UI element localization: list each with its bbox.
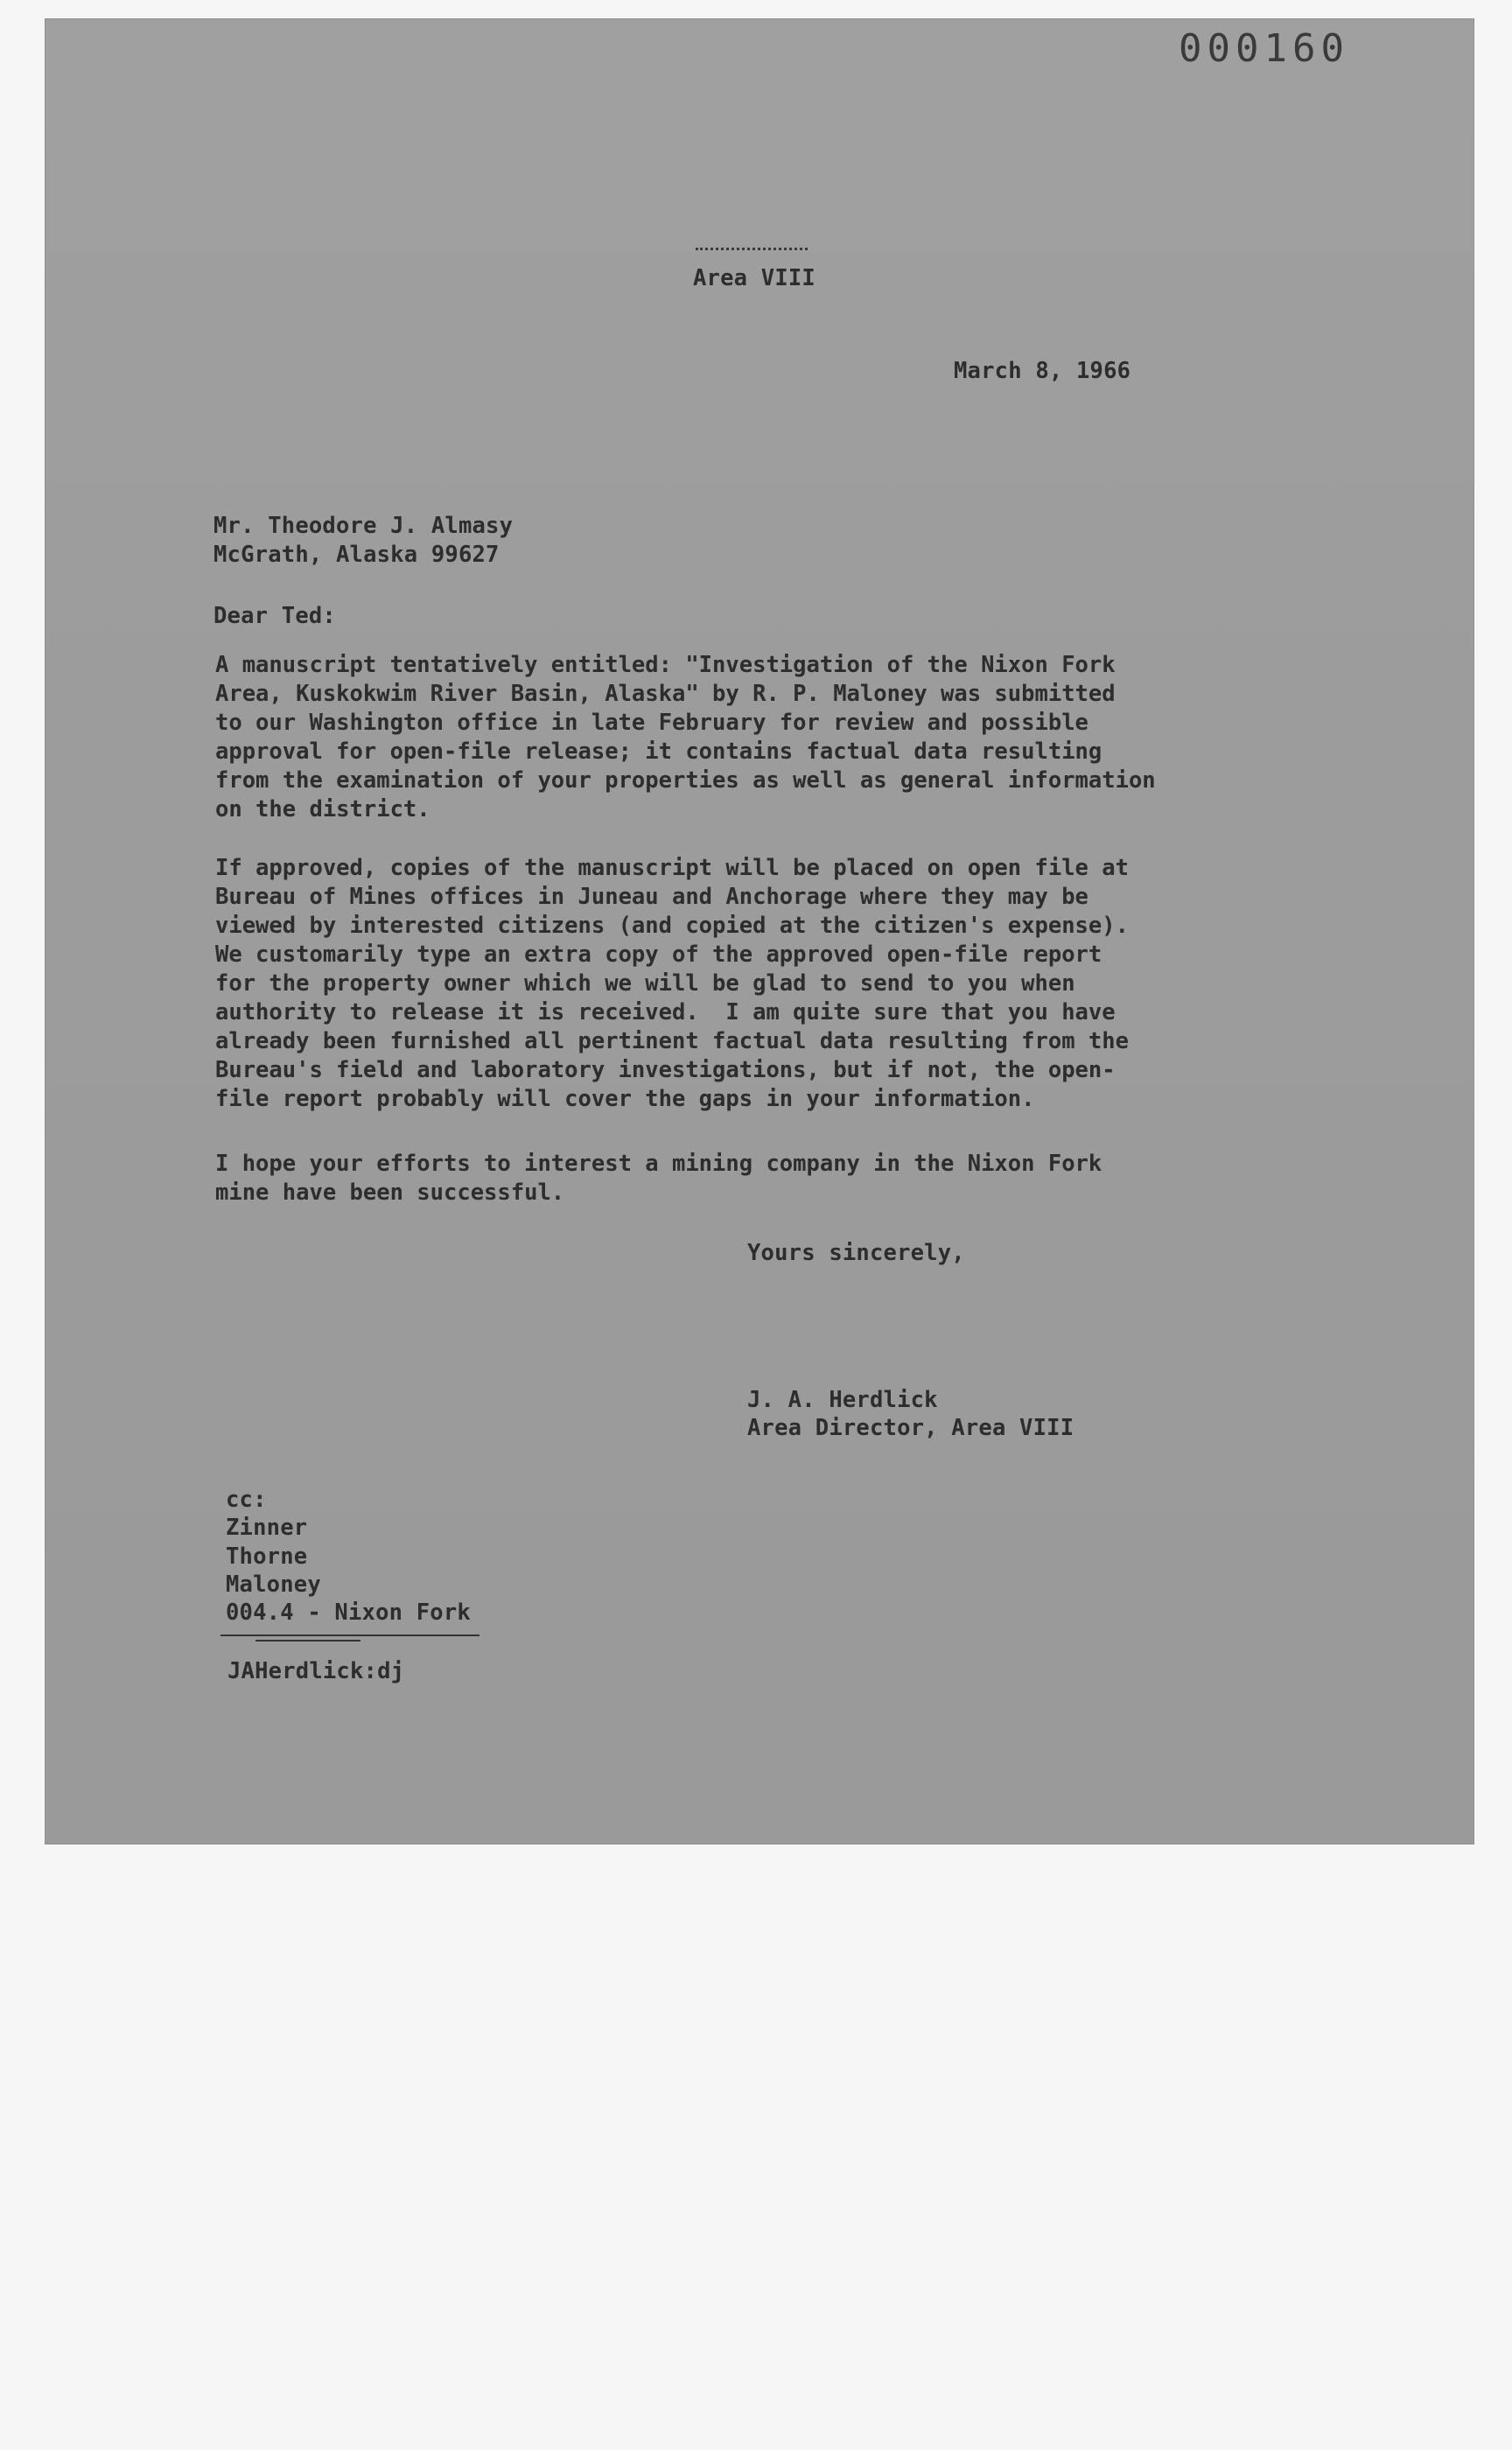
paragraph-line: file report probably will cover the gaps in your information. [215,1086,1035,1112]
paragraph-line: I hope your efforts to interest a mining company in the Nixon Fork [215,1151,1102,1177]
closing: Yours sincerely, [747,1240,965,1266]
paragraph-line: Bureau of Mines offices in Juneau and Anchorage where they may be [215,884,1088,910]
handwritten-underline [220,1634,480,1636]
cc-recipient: Thorne [226,1544,308,1570]
paragraph-line: viewed by interested citizens (and copied at the citizen's expense). [215,913,1129,939]
recipient-address: McGrath, Alaska 99627 [214,542,500,568]
paragraph-line: We customarily type an extra copy of the approved open-file report [215,942,1102,968]
salutation: Dear Ted: [214,603,336,629]
paragraph-2 [215,854,1265,1114]
paragraph-3 [215,1150,1265,1208]
cc-file-reference: 004.4 - Nixon Fork [226,1600,471,1626]
signature-name: J. A. Herdlick [747,1387,938,1413]
paragraph-line: authority to release it is received. I am quite sure that you have [215,999,1116,1026]
paragraph-line: mine have been successful. [215,1180,565,1206]
signature-title: Area Director, Area VIII [747,1415,1074,1441]
area-heading: Area VIII [693,265,816,291]
cc-recipient: Maloney [226,1572,321,1598]
paragraph-line: on the district. [215,796,430,822]
recipient-name: Mr. Theodore J. Almasy [214,513,514,539]
header-dash-line [696,248,808,250]
paragraph-line: to our Washington office in late February for review and possible [215,710,1088,736]
paragraph-line: Bureau's field and laboratory investigations, but if not, the open- [215,1057,1116,1083]
paragraph-1 [215,651,1265,824]
paragraph-line: approval for open-file release; it contains factual data resulting [215,738,1102,765]
letter-date: March 8, 1966 [954,358,1131,384]
paragraph-line: If approved, copies of the manuscript will be placed on open file at [215,855,1129,881]
handwritten-underline [256,1640,360,1642]
typist-initials: JAHerdlick:dj [228,1658,405,1684]
paragraph-line: from the examination of your properties as well as general information [215,767,1156,794]
document-number-stamp: 000160 [1179,26,1349,71]
cc-recipient: Zinner [226,1515,308,1541]
paragraph-line: already been furnished all pertinent factual data resulting from the [215,1028,1129,1054]
paragraph-line: Area, Kuskokwim River Basin, Alaska" by R. P. Maloney was submitted [215,681,1116,707]
paragraph-line: for the property owner which we will be glad to send to you when [215,970,1075,997]
cc-label: cc: [226,1487,267,1513]
paragraph-line: A manuscript tentatively entitled: "Investigation of the Nixon Fork [215,652,1116,678]
